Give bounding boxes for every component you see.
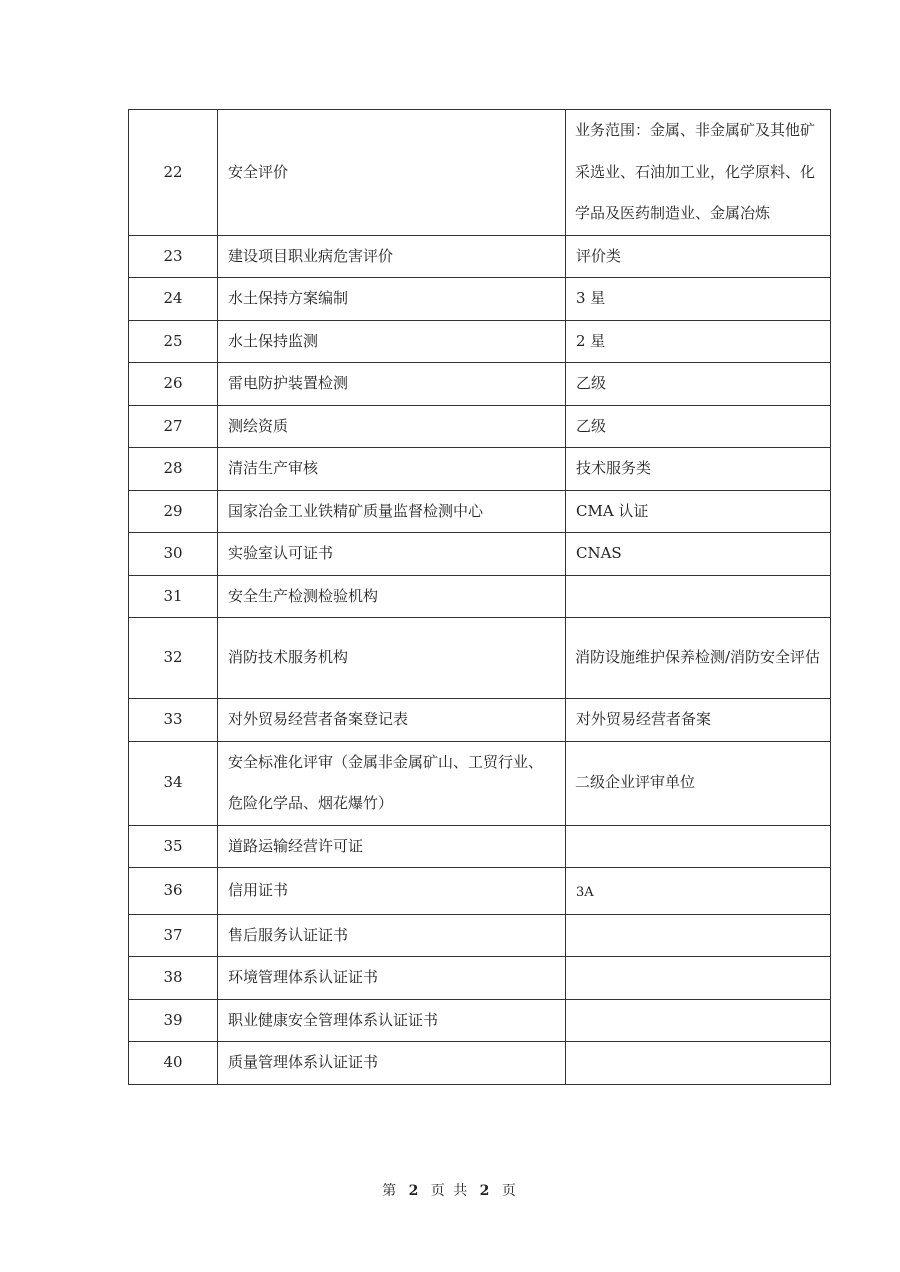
page-footer-suffix: 页 [501,1183,518,1199]
page-number-total: 2 [479,1183,492,1199]
row-name: 建设项目职业病危害评价 [218,235,566,278]
row-name: 水土保持方案编制 [218,278,566,321]
row-name: 实验室认可证书 [218,533,566,576]
table-row [129,235,831,278]
row-detail: 2 星 [566,320,831,363]
row-detail [566,575,831,618]
row-number: 31 [129,575,218,618]
page-footer [0,1180,900,1200]
row-name: 安全标准化评审（金属非金属矿山、工贸行业、危险化学品、烟花爆竹） [218,741,566,825]
row-name: 国家冶金工业铁精矿质量监督检测中心 [218,490,566,533]
row-number: 28 [129,448,218,491]
row-detail: 评价类 [566,235,831,278]
row-name: 售后服务认证证书 [218,914,566,957]
row-name: 道路运输经营许可证 [218,825,566,868]
row-name: 雷电防护装置检测 [218,363,566,406]
row-name: 对外贸易经营者备案登记表 [218,699,566,742]
row-name: 消防技术服务机构 [218,618,566,699]
row-detail: CNAS [566,533,831,576]
table-row [129,533,831,576]
row-number: 40 [129,1042,218,1085]
row-number: 22 [129,110,218,236]
row-detail: 业务范围：金属、非金属矿及其他矿采选业、石油加工业，化学原料、化学品及医药制造业、金属冶炼 [566,110,831,236]
row-name: 测绘资质 [218,405,566,448]
table-row [129,363,831,406]
row-number: 36 [129,868,218,915]
row-detail: 3 星 [566,278,831,321]
row-number: 27 [129,405,218,448]
row-number: 35 [129,825,218,868]
row-number: 23 [129,235,218,278]
row-number: 39 [129,999,218,1042]
row-detail: 技术服务类 [566,448,831,491]
table-row [129,618,831,699]
row-name: 信用证书 [218,868,566,915]
row-name: 安全生产检测检验机构 [218,575,566,618]
row-name: 水土保持监测 [218,320,566,363]
row-number: 34 [129,741,218,825]
table-row [129,448,831,491]
table-row [129,914,831,957]
row-number: 32 [129,618,218,699]
table-row [129,405,831,448]
row-detail [566,825,831,868]
row-detail [566,914,831,957]
table-row [129,575,831,618]
row-name: 质量管理体系认证证书 [218,1042,566,1085]
table-row [129,490,831,533]
row-number: 24 [129,278,218,321]
table-row [129,110,831,236]
table-row [129,868,831,915]
row-number: 37 [129,914,218,957]
table-row [129,278,831,321]
table-row [129,1042,831,1085]
table-row [129,699,831,742]
page-number-current: 2 [408,1183,421,1199]
page-footer-prefix: 第 [382,1183,399,1199]
table-row [129,741,831,825]
row-name: 环境管理体系认证证书 [218,957,566,1000]
row-name: 职业健康安全管理体系认证证书 [218,999,566,1042]
row-detail: 二级企业评审单位 [566,741,831,825]
row-name: 清洁生产审核 [218,448,566,491]
row-detail: 乙级 [566,363,831,406]
row-detail [566,999,831,1042]
table-row [129,999,831,1042]
row-detail: 消防设施维护保养检测/消防安全评估 [566,618,831,699]
qualification-table [128,109,831,1085]
page-footer-middle: 页 共 [430,1183,470,1199]
row-detail [566,957,831,1000]
table-row [129,825,831,868]
row-number: 38 [129,957,218,1000]
row-number: 30 [129,533,218,576]
table-row [129,957,831,1000]
row-number: 26 [129,363,218,406]
row-detail: 对外贸易经营者备案 [566,699,831,742]
table-row [129,320,831,363]
row-name: 安全评价 [218,110,566,236]
row-number: 25 [129,320,218,363]
row-detail: CMA 认证 [566,490,831,533]
row-detail [566,1042,831,1085]
row-detail: 3A [566,868,831,915]
row-detail: 乙级 [566,405,831,448]
row-number: 33 [129,699,218,742]
row-number: 29 [129,490,218,533]
